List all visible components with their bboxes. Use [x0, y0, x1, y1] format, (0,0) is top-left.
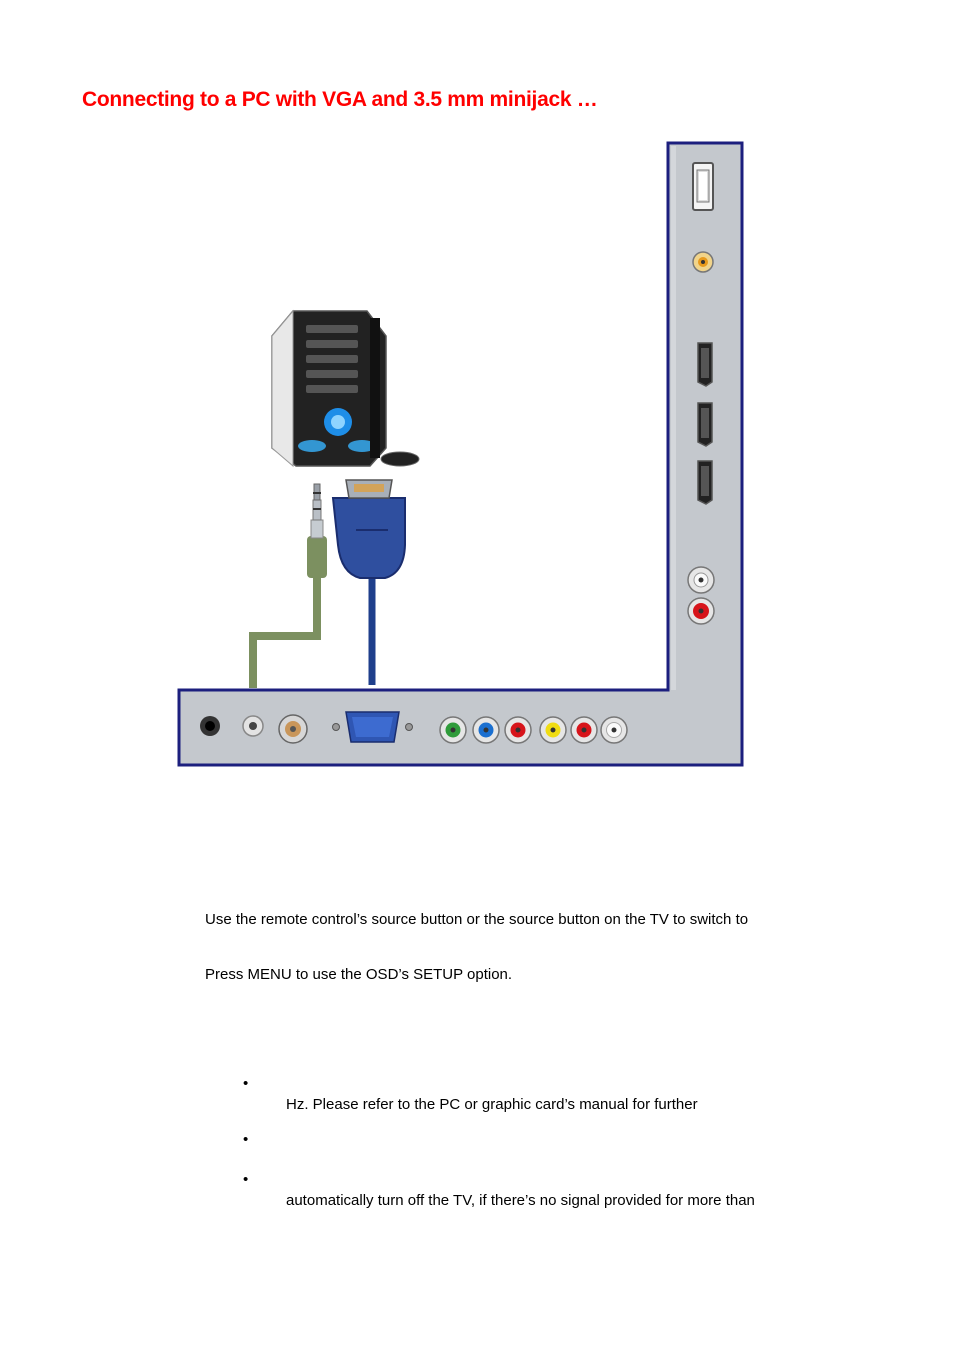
- hdmi-port-1: [698, 343, 712, 386]
- bullet-marker: •: [243, 1131, 249, 1148]
- pc-tower-icon: [272, 311, 386, 466]
- component-green-port: [440, 717, 466, 743]
- instruction-paragraph-1: Use the remote control’s source button or the source button on the TV to switch to: [205, 911, 749, 928]
- hdmi-port-2: [698, 403, 712, 446]
- coax-audio-out-port: [693, 252, 713, 272]
- hdmi-port-3: [698, 461, 712, 504]
- rca-red-port: [688, 598, 714, 624]
- bullet-text: Hz. Please refer to the PC or graphic card’s manual for further: [286, 1096, 698, 1113]
- composite-yellow-port: [540, 717, 566, 743]
- page-title: Connecting to a PC with VGA and 3.5 mm minijack …: [82, 88, 598, 111]
- bullet-marker: •: [243, 1171, 249, 1188]
- vga-cable: [333, 480, 405, 685]
- bullet-marker: •: [243, 1075, 249, 1092]
- usb-port: [693, 163, 713, 210]
- audio-cable: [253, 484, 327, 688]
- component-blue-port: [473, 717, 499, 743]
- rca-white-port: [688, 567, 714, 593]
- component-red-port: [505, 717, 531, 743]
- instruction-paragraph-2: Press MENU to use the OSD’s SETUP option.: [205, 966, 513, 983]
- antenna-port: [279, 715, 307, 743]
- composite-white-port: [601, 717, 627, 743]
- composite-red-port: [571, 717, 597, 743]
- tv-back-panel: [179, 143, 742, 765]
- mouse-icon: [381, 452, 419, 466]
- bullet-text: automatically turn off the TV, if there’s no signal provided for more than: [286, 1192, 755, 1209]
- pc-audio-in-jack: [243, 716, 263, 736]
- headphone-jack: [200, 716, 220, 736]
